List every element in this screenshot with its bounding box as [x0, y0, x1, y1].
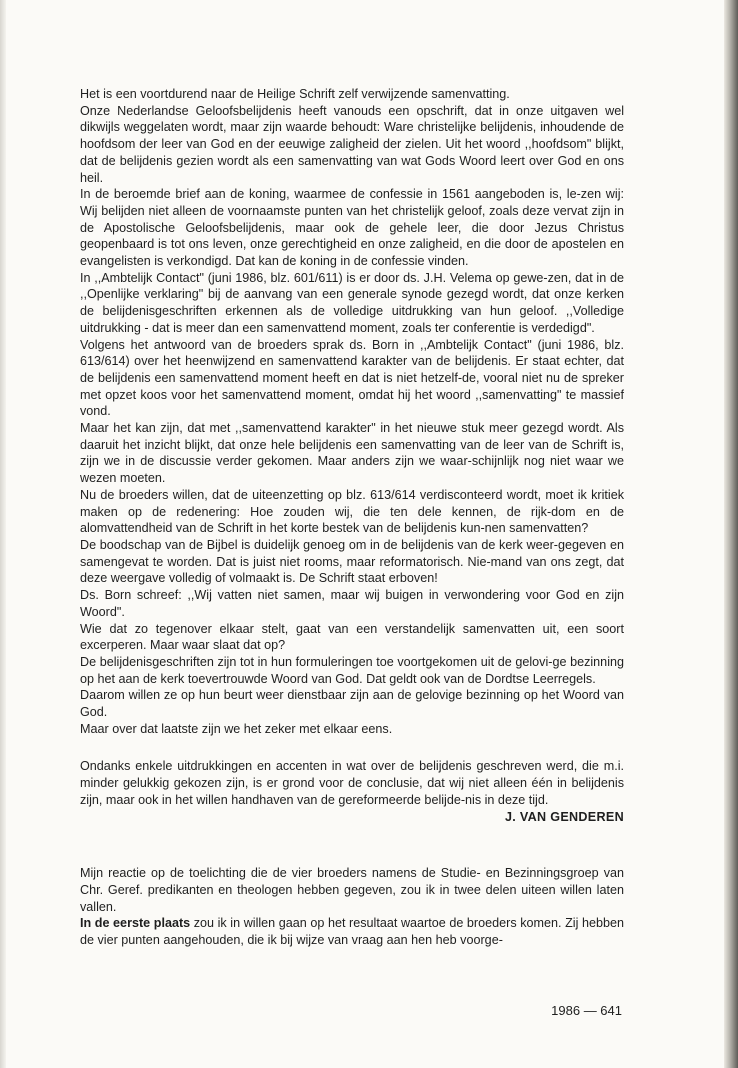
section-gap — [80, 825, 624, 865]
paragraph: Nu de broeders willen, dat de uiteenzetting op blz. 613/614 verdisconteerd wordt, moet ik kritiek maken op de redenering: Hoe zouden wij, die ten dele kennen, de rijk-dom en de alomvattendheid van de Schrift in het korte bestek van de belijdenis kun-nen samenvatten? — [80, 487, 624, 536]
reply-intro: Mijn reactie op de toelichting die de vier broeders namens de Studie- en Bezinningsgroep van Chr. Geref. predikanten en theologen hebben gegeven, zou ik in twee delen uiteen willen laten vallen. — [80, 866, 624, 914]
paragraph: Maar het kan zijn, dat met ,,samenvattend karakter" in het nieuwe stuk meer gezegd wordt. Als daaruit het inzicht blijkt, dat onze hele belijdenis een samenvatting van de leer van de Schrift is, zijn we in de discussie verder gekomen. Maar anders zijn we waar-schijnlijk nog niet waar we wezen moeten. — [80, 421, 624, 486]
scan-left-edge — [0, 0, 6, 1068]
paragraph: Ds. Born schreef: ,,Wij vatten niet samen, maar wij buigen in verwondering voor God en zijn Woord". — [80, 588, 624, 619]
paragraph: Het is een voortdurend naar de Heilige Schrift zelf verwijzende samenvatting. — [80, 87, 510, 101]
body-text — [80, 86, 624, 949]
author-signature: J. VAN GENDEREN — [504, 809, 624, 824]
paragraph: Maar over dat laatste zijn we het zeker met elkaar eens. — [80, 721, 393, 736]
paragraph: De boodschap van de Bijbel is duidelijk genoeg om in de belijdenis van de kerk weer-gegeven en samengevat te worden. Dat is juist niet rooms, maar reformatorisch. Nie-mand van ons zegt, dat deze weergave volledig of volmaakt is. De Schrift staat erboven! — [80, 537, 624, 586]
paragraph: Volgens het antwoord van de broeders sprak ds. Born in ,,Ambtelijk Contact" (juni 1986, blz. 613/614) over het heenwijzend en samenvattend karakter van de belijdenis. Er staat echter, dat de belijdenis een samenvattend moment heeft en dat is niet hetzelf-de, vooral niet nu de spreker met opzet koos voor het samenvattend moment, omdat hij het woord ,,samenvatting" te massief vond. — [80, 337, 624, 419]
paragraph: In ,,Ambtelijk Contact" (juni 1986, blz. 601/611) is er door ds. J.H. Velema op gewe-zen, dat in de ,,Openlijke verklaring" bij de aanvang van een generale synode gezegd wordt, dat onze kerken de belijdenisgeschriften erkennen als de volledige uitdrukking van hun geloof. ,,Volledige uitdrukking - dat is meer dan een samenvattend moment, zoals ter conferentie is verdedigd". — [80, 270, 624, 335]
reply-lead-bold: In de eerste plaats — [80, 916, 191, 931]
closing-paragraph: Ondanks enkele uitdrukkingen en accenten in wat over de belijdenis geschreven werd, die m.i. minder gelukkig gekozen zijn, is er grond voor de conclusie, dat wij niet alleen één in belijdenis zijn, maar ook in het willen handhaven van de gereformeerde belijde-nis in deze tijd. — [80, 759, 624, 807]
page-number: 1986 — 641 — [551, 1003, 622, 1018]
paragraph: Daarom willen ze op hun beurt weer dienstbaar zijn aan de gelovige bezinning op het Woord van God. — [80, 688, 624, 720]
reply-lead-rest: zou ik in willen gaan op het resultaat waartoe de broeders komen. Zij hebben de vier punten aangehouden, die ik bij wijze van vraag aan hen heb voorge- — [80, 916, 624, 948]
scan-right-edge — [724, 0, 738, 1068]
paragraph: Wie dat zo tegenover elkaar stelt, gaat van een verstandelijk samenvatten uit, een soort excerperen. Maar waar slaat dat op? — [80, 621, 624, 653]
section-gap — [80, 737, 624, 758]
paragraph: De belijdenisgeschriften zijn tot in hun formuleringen toe voortgekomen uit de gelovi-ge bezinning op het aan de kerk toevertrouwde Woord van God. Dat geldt ook van de Dordtse Leerregels. — [80, 654, 624, 686]
paragraph: In de beroemde brief aan de koning, waarmee de confessie in 1561 aangeboden is, le-zen wij: Wij belijden niet alleen de voornaamste punten van het christelijk geloof, zoals deze vervat zijn in de Apostolische Geloofsbelijdenis, maar ook de gehele leer, die door Jezus Christus geopenbaard is tot ons leven, onze gerechtigheid en onze zaligheid, en die door de apostelen en evangelisten is verkondigd. Dat kan de koning in de confessie vinden. — [80, 187, 624, 269]
reply-paragraph — [80, 915, 624, 948]
paragraph: Onze Nederlandse Geloofsbelijdenis heeft vanouds een opschrift, dat in onze uitgaven wel dikwijls weggelaten wordt, maar zijn waarde behoudt: Ware christelijke belijdenis, inhoudende de hoofdsom der leer van God en der eeuwige zaligheid der zielen. Uit het woord ,,hoofdsom" blijkt, dat de belijdenis gezien wordt als een samenvatting van wat Gods Woord leert over God en ons heil. — [80, 103, 624, 185]
